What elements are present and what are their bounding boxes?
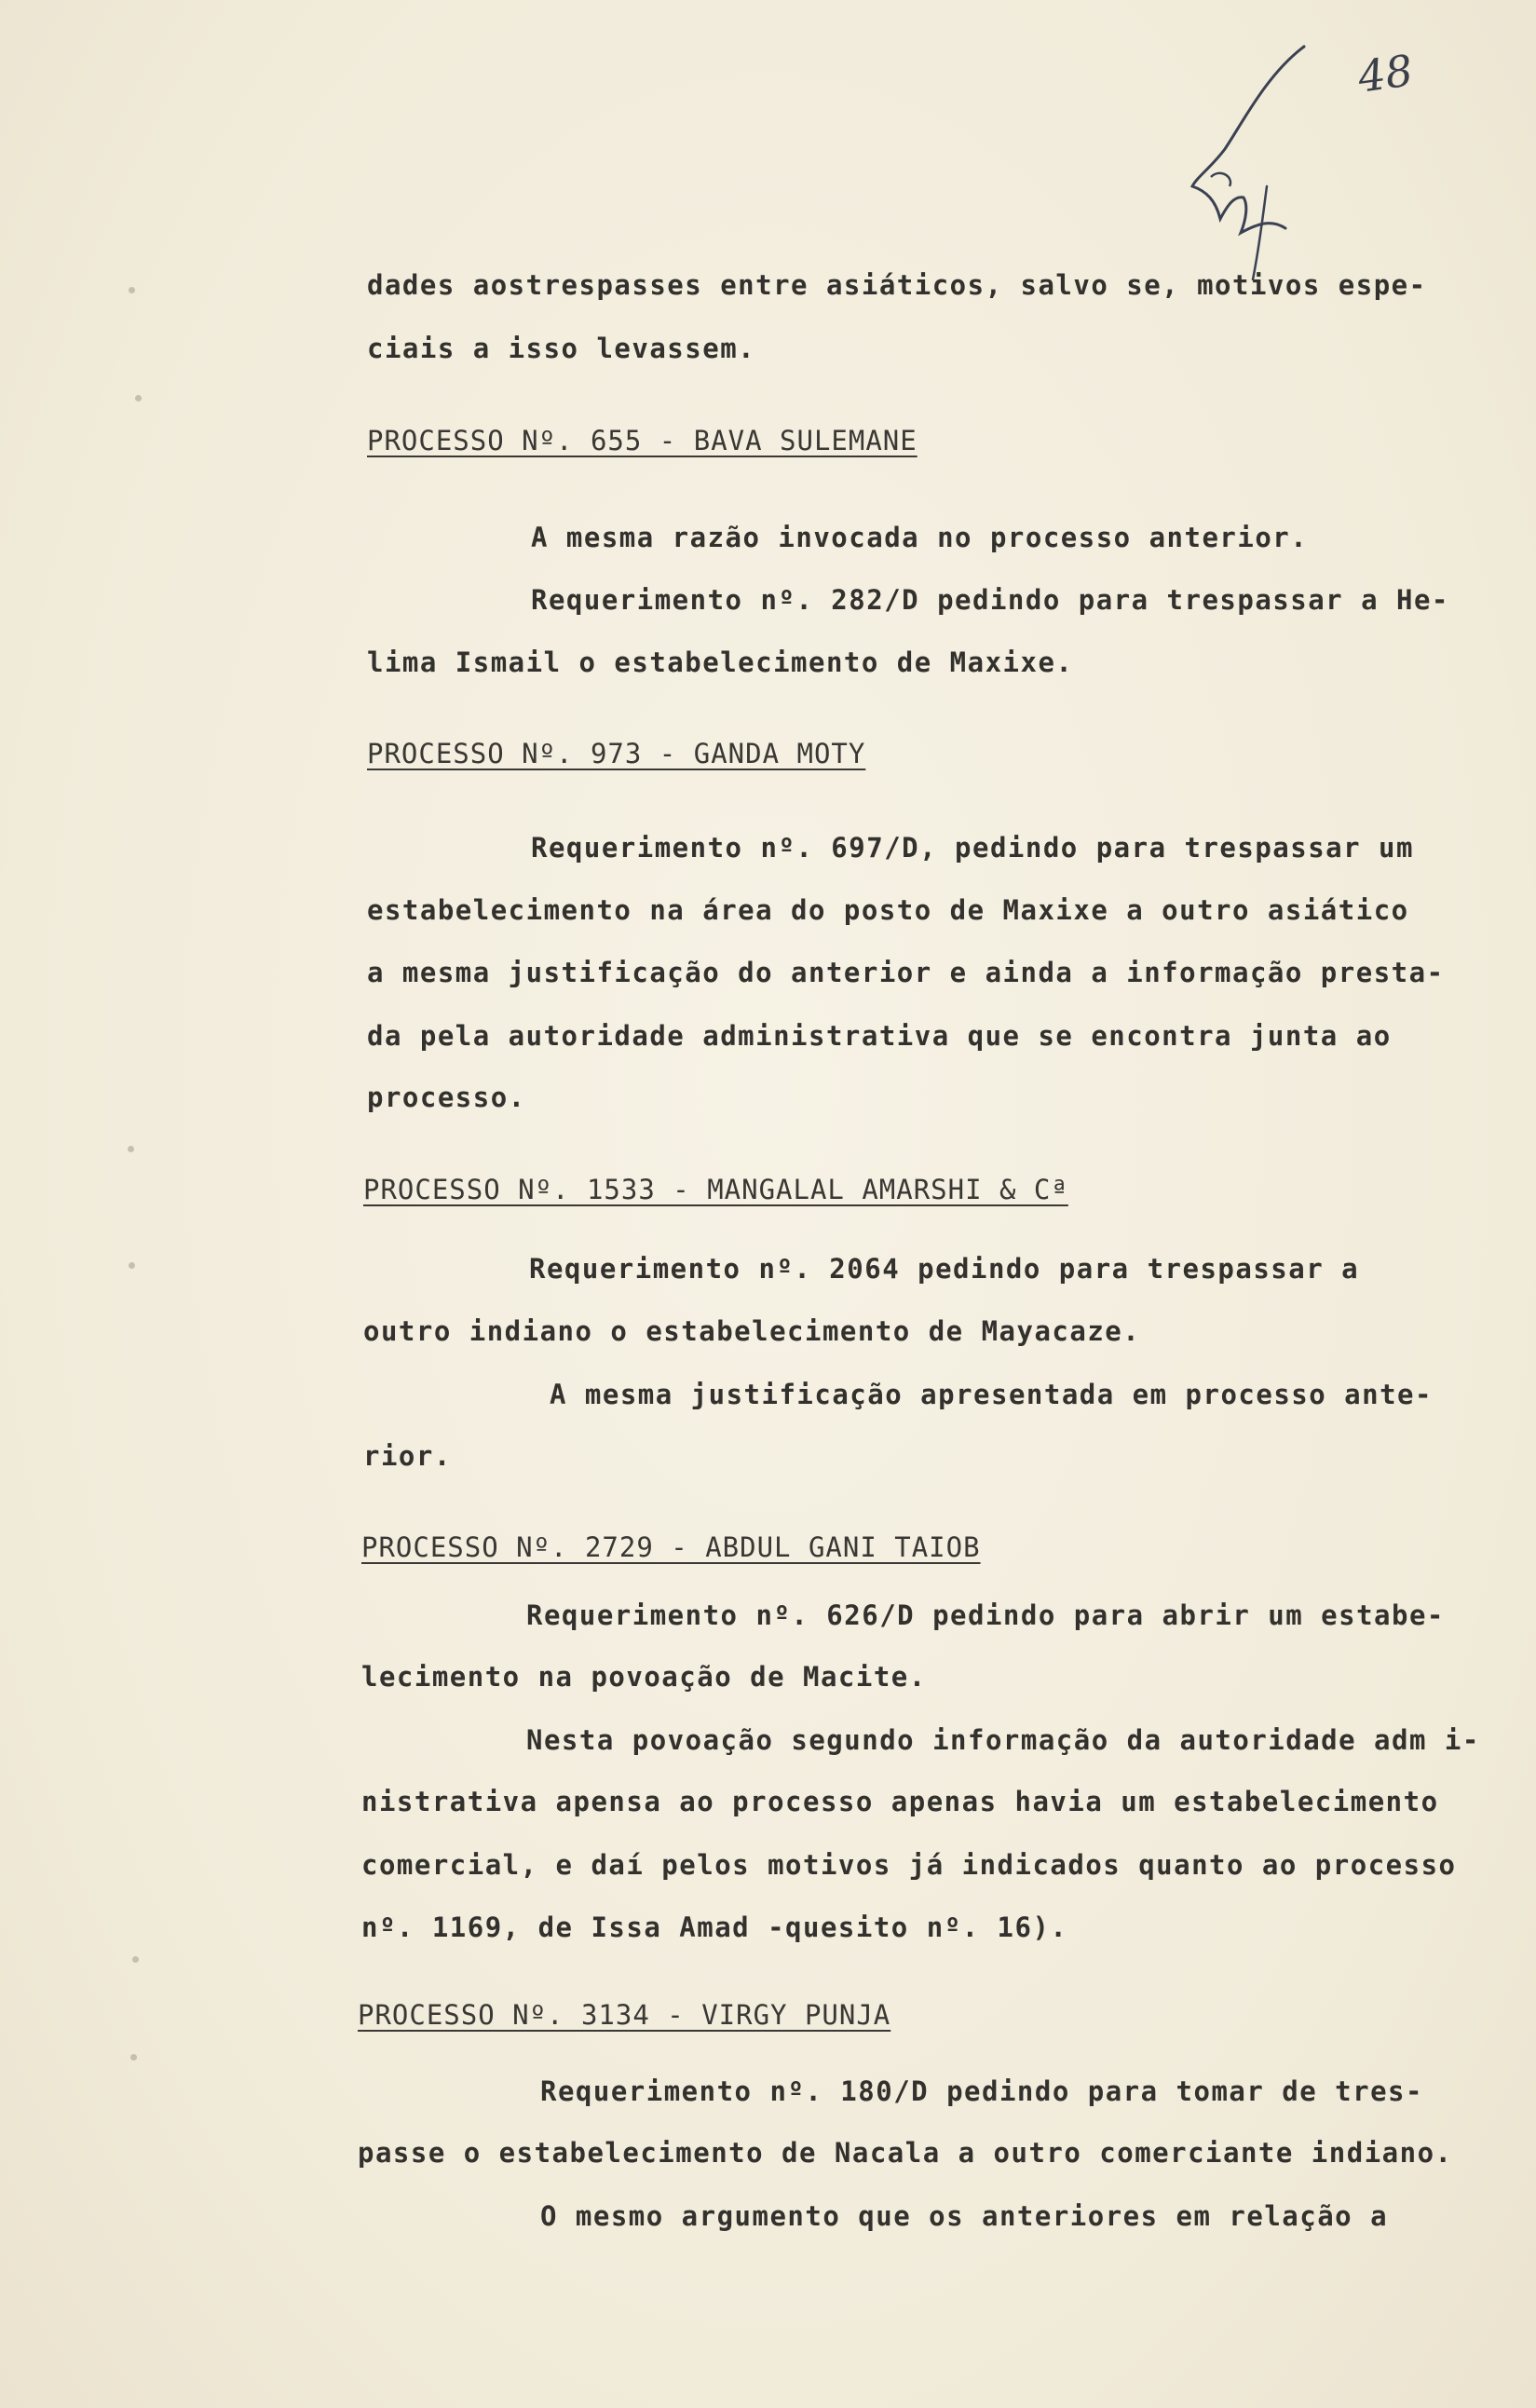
text-line: estabelecimento na área do posto de Maxixe a outro asiático (367, 894, 1409, 926)
text-line: Nesta povoação segundo informação da autoridade adm i- (526, 1724, 1480, 1756)
text-line: A mesma justificação apresentada em processo ante- (550, 1379, 1433, 1410)
text-line: processo. (367, 1082, 526, 1113)
text-line: rior. (363, 1440, 452, 1472)
text-line: ciais a isso levassem. (367, 333, 756, 364)
text-line: Requerimento nº. 626/D pedindo para abrir um estabe- (526, 1599, 1445, 1631)
text-line: lecimento na povoação de Macite. (361, 1661, 927, 1693)
text-line: dades aostrespasses entre asiáticos, salvo se, motivos espe- (367, 269, 1427, 301)
handwritten-signature (1155, 37, 1323, 289)
text-line: passe o estabelecimento de Nacala a outro comerciante indiano. (358, 2137, 1453, 2169)
text-line: comercial, e daí pelos motivos já indicados quanto ao processo (361, 1849, 1457, 1881)
text-line: A mesma razão invocada no processo anterior. (531, 522, 1309, 553)
text-line: O mesmo argumento que os anteriores em relação a (540, 2200, 1389, 2232)
punch-hole (129, 287, 135, 293)
process-heading: PROCESSO Nº. 973 - GANDA MOTY (367, 738, 866, 769)
process-heading: PROCESSO Nº. 655 - BAVA SULEMANE (367, 425, 918, 456)
text-line: Requerimento nº. 282/D pedindo para trespassar a He- (531, 584, 1449, 616)
text-line: nistrativa apensa ao processo apenas havia um estabelecimento (361, 1786, 1439, 1817)
text-line: Requerimento nº. 2064 pedindo para trespassar a (529, 1253, 1360, 1285)
punch-hole (130, 2054, 137, 2061)
punch-hole (128, 1146, 134, 1152)
process-heading: PROCESSO Nº. 1533 - MANGALAL AMARSHI & Cª (363, 1174, 1068, 1205)
process-heading: PROCESSO Nº. 2729 - ABDUL GANI TAIOB (361, 1531, 981, 1563)
page-number: 48 (1354, 45, 1417, 102)
process-heading: PROCESSO Nº. 3134 - VIRGY PUNJA (358, 1999, 891, 2031)
text-line: outro indiano o estabelecimento de Mayacaze. (363, 1315, 1141, 1347)
text-line: da pela autoridade administrativa que se encontra junta ao (367, 1020, 1392, 1052)
text-line: Requerimento nº. 697/D, pedindo para trespassar um (531, 832, 1414, 864)
text-line: lima Ismail o estabelecimento de Maxixe. (367, 646, 1074, 678)
punch-hole (132, 1956, 139, 1963)
text-line: a mesma justificação do anterior e ainda a informação presta- (367, 957, 1445, 988)
text-line: nº. 1169, de Issa Amad -quesito nº. 16). (361, 1911, 1068, 1943)
text-line: Requerimento nº. 180/D pedindo para tomar de tres- (540, 2075, 1423, 2107)
punch-hole (129, 1262, 135, 1269)
punch-hole (135, 395, 142, 401)
